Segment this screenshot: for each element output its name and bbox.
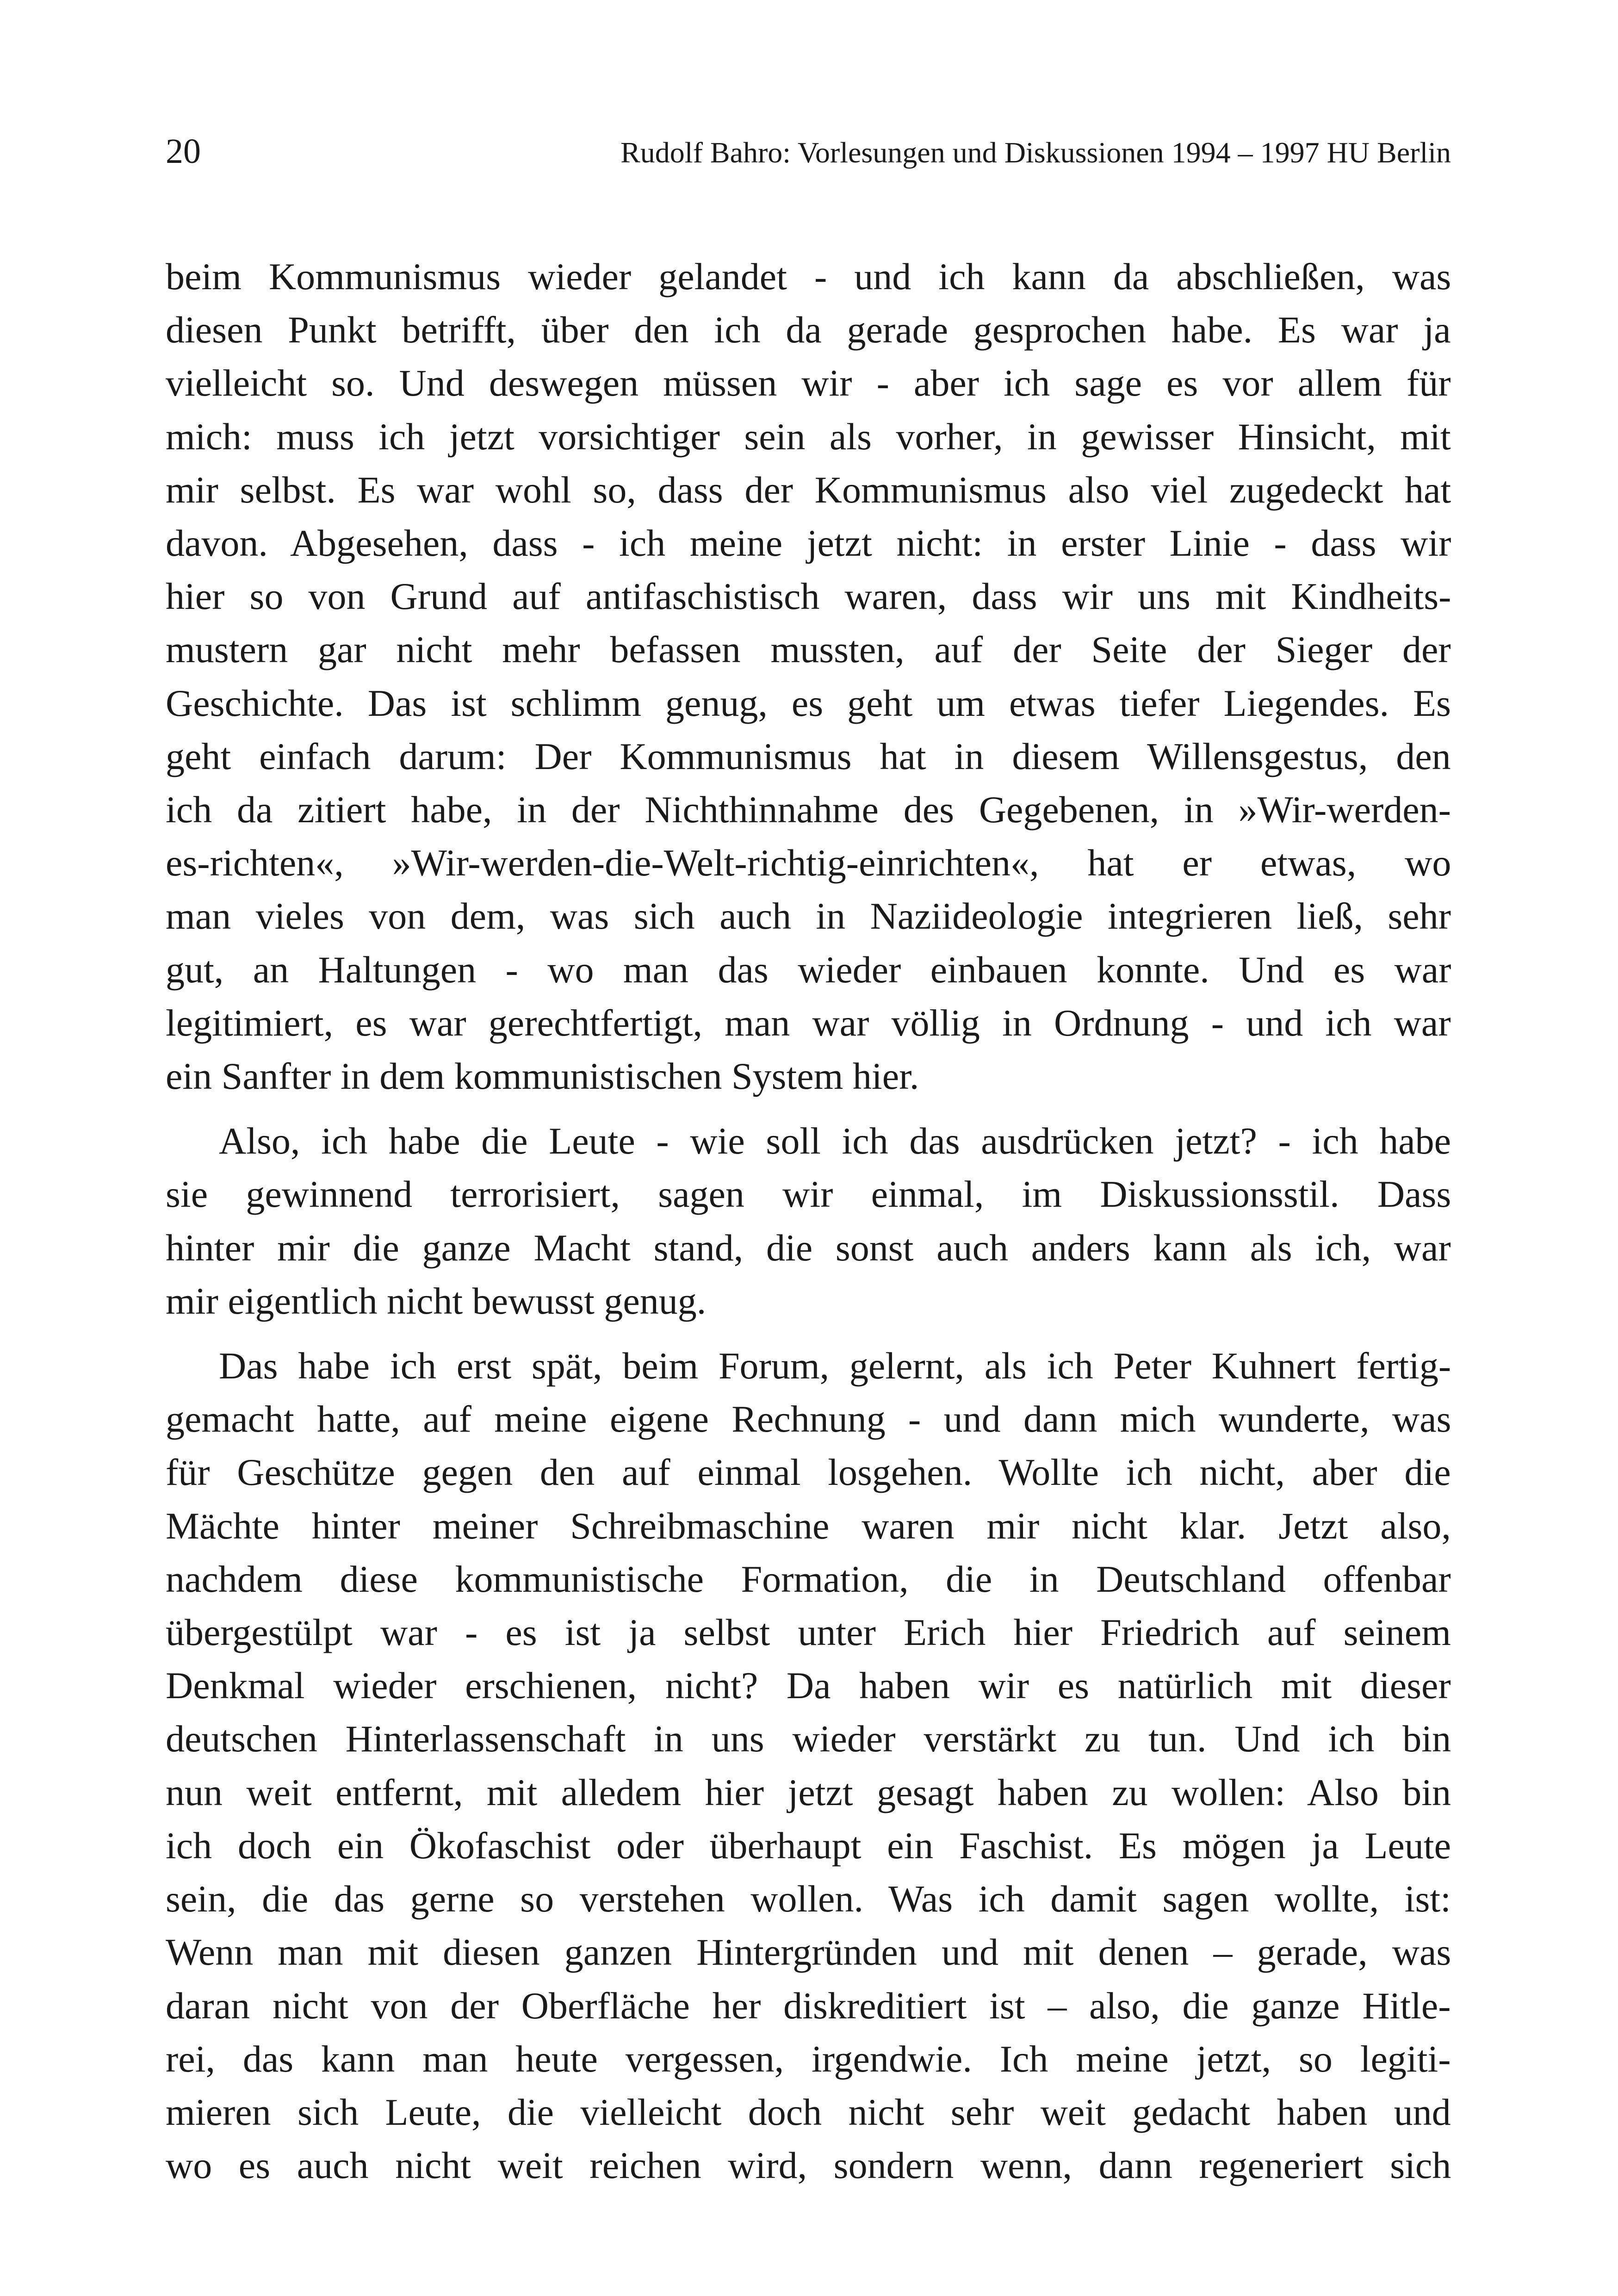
text-line: beim Kommunismus wieder gelandet - und ich kann da abschließen, was [166, 255, 1451, 298]
text-line: mustern gar nicht mehr befassen mussten, auf der Seite der Sieger der [166, 628, 1451, 671]
page-number: 20 [166, 132, 201, 171]
text-line: mir eigentlich nicht bewusst genug. [166, 1279, 707, 1322]
text-line: deutschen Hinterlassenschaft in uns wieder verstärkt zu tun. Und ich bin [166, 1718, 1451, 1760]
text-line: wo es auch nicht weit reichen wird, sondern wenn, dann regeneriert sich [166, 2144, 1451, 2187]
text-line: Das habe ich erst spät, beim Forum, gelernt, als ich Peter Kuhnert fertig- [219, 1345, 1451, 1387]
text-line: sie gewinnend terrorisiert, sagen wir einmal, im Diskussionsstil. Dass [166, 1173, 1451, 1216]
text-line: gut, an Haltungen - wo man das wieder einbauen konnte. Und es war [166, 948, 1451, 991]
text-line: Denkmal wieder erschienen, nicht? Da haben wir es natürlich mit dieser [166, 1664, 1451, 1707]
text-line: es-richten«, »Wir-werden-die-Welt-richtig-einrichten«, hat er etwas, wo [166, 842, 1451, 884]
text-line: diesen Punkt betrifft, über den ich da gerade gesprochen habe. Es war ja [166, 309, 1451, 351]
text-line: davon. Abgesehen, dass - ich meine jetzt nicht: in erster Linie - dass wir [166, 522, 1451, 565]
body-text [166, 250, 1451, 2203]
text-line: nachdem diese kommunistische Formation, die in Deutschland offenbar [166, 1558, 1451, 1600]
text-line: Also, ich habe die Leute - wie soll ich das ausdrücken jetzt? - ich habe [219, 1120, 1451, 1162]
paragraph-1 [166, 250, 1451, 1103]
text-line: hinter mir die ganze Macht stand, die sonst auch anders kann als ich, war [166, 1226, 1451, 1269]
text-line: Geschichte. Das ist schlimm genug, es geht um etwas tiefer Liegendes. Es [166, 682, 1451, 724]
text-line: legitimiert, es war gerechtfertigt, man war völlig in Ordnung - und ich war [166, 1001, 1451, 1044]
text-line: mir selbst. Es war wohl so, dass der Kommunismus also viel zugedeckt hat [166, 468, 1451, 511]
text-line: rei, das kann man heute vergessen, irgendwie. Ich meine jetzt, so legiti- [166, 2037, 1451, 2080]
running-header [166, 121, 1451, 177]
text-line: ich doch ein Ökofaschist oder überhaupt ein Faschist. Es mögen ja Leute [166, 1824, 1451, 1867]
text-line: mieren sich Leute, die vielleicht doch nicht sehr weit gedacht haben und [166, 2091, 1451, 2133]
text-line: sein, die das gerne so verstehen wollen. Was ich damit sagen wollte, ist: [166, 1878, 1451, 1920]
text-line: für Geschütze gegen den auf einmal losgehen. Wollte ich nicht, aber die [166, 1451, 1451, 1494]
paragraph-2 [166, 1114, 1451, 1328]
running-title: Rudolf Bahro: Vorlesungen und Diskussionen 1994 – 1997 HU Berlin [620, 136, 1451, 169]
text-line: Wenn man mit diesen ganzen Hintergründen und mit denen – gerade, was [166, 1931, 1451, 1973]
text-line: mich: muss ich jetzt vorsichtiger sein als vorher, in gewisser Hinsicht, mit [166, 415, 1451, 458]
text-line: ein Sanfter in dem kommunistischen System hier. [166, 1055, 919, 1098]
text-line: man vieles von dem, was sich auch in Naziideologie integrieren ließ, sehr [166, 895, 1451, 937]
text-line: übergestülpt war - es ist ja selbst unter Erich hier Friedrich auf seinem [166, 1611, 1451, 1654]
text-line: vielleicht so. Und deswegen müssen wir - aber ich sage es vor allem für [166, 362, 1451, 404]
text-line: geht einfach darum: Der Kommunismus hat in diesem Willensgestus, den [166, 735, 1451, 777]
text-line: hier so von Grund auf antifaschistisch waren, dass wir uns mit Kindheits- [166, 575, 1451, 618]
text-line: Mächte hinter meiner Schreibmaschine waren mir nicht klar. Jetzt also, [166, 1504, 1451, 1547]
text-line: gemacht hatte, auf meine eigene Rechnung - und dann mich wunderte, was [166, 1398, 1451, 1440]
text-line: daran nicht von der Oberfläche her diskreditiert ist – also, die ganze Hitle- [166, 1984, 1451, 2027]
text-line: ich da zitiert habe, in der Nichthinnahme des Gegebenen, in »Wir-werden- [166, 788, 1451, 831]
text-line: nun weit entfernt, mit alledem hier jetzt gesagt haben zu wollen: Also bin [166, 1771, 1451, 1813]
paragraph-3 [166, 1339, 1451, 2192]
